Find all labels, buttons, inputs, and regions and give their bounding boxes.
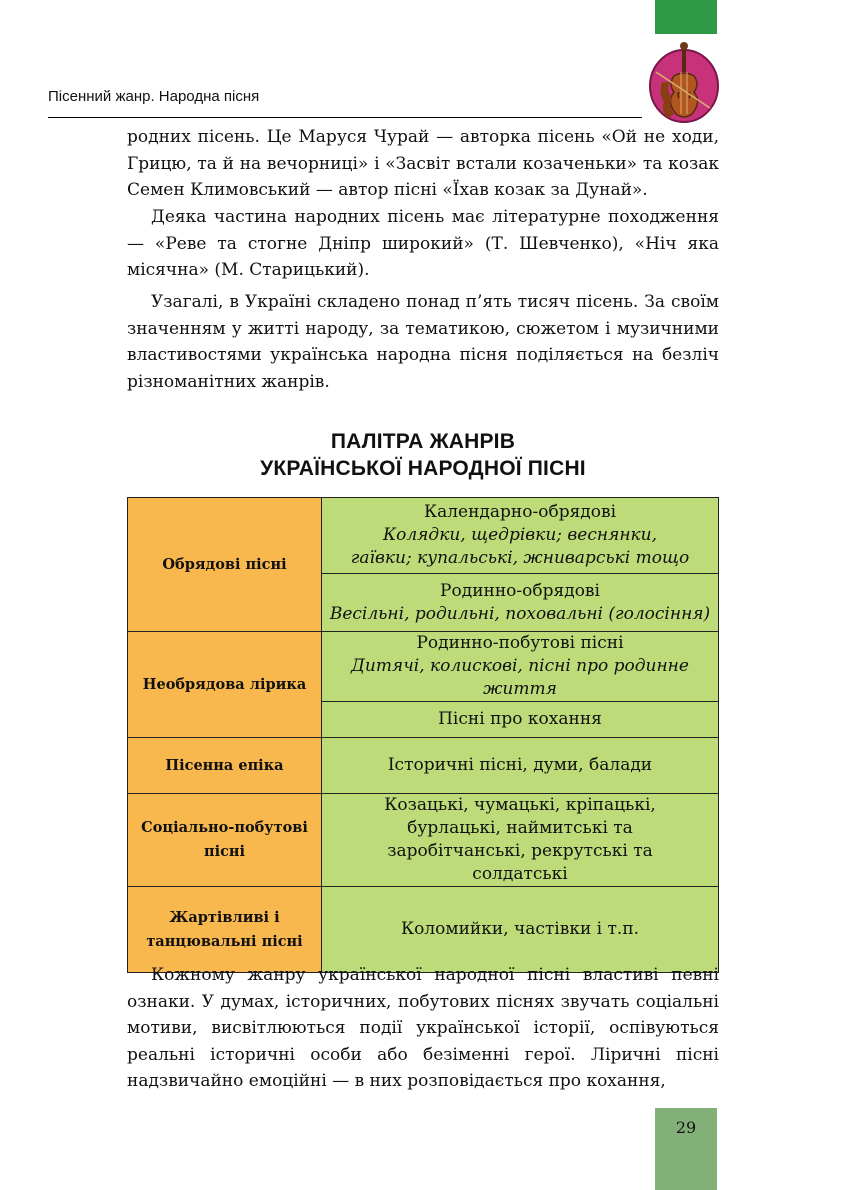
genre-title: Родинно-обрядові xyxy=(440,580,600,601)
genre-family-household xyxy=(322,632,719,702)
genre-historical xyxy=(322,738,719,794)
table-title-line2: УКРАЇНСЬКОЇ НАРОДНОЇ ПІСНІ xyxy=(260,457,586,480)
table-row xyxy=(128,794,719,887)
genre-title: Коломийки, частівки і т.п. xyxy=(400,919,640,939)
category-humorous-dance: Жартівливі і танцювальні пісні xyxy=(128,887,322,973)
running-header: Пісенний жанр. Народна пісня xyxy=(48,88,260,105)
genre-title: Родинно-побутові пісні xyxy=(416,633,624,653)
genre-calendar-ritual xyxy=(322,498,719,574)
genre-title: Історичні пісні, думи, балади xyxy=(387,755,653,775)
genre-title: Козацькі, чумацькі, кріпацькі, бурлацькі, наймитські та заробітчанські, рекрутські та солдатські xyxy=(384,795,656,884)
category-non-ritual-lyric: Необрядова лірика xyxy=(128,632,322,738)
table-row xyxy=(128,887,719,973)
table-row xyxy=(128,738,719,794)
genre-family-ritual xyxy=(322,574,719,632)
genre-title: Пісні про кохання xyxy=(438,709,602,729)
genre-examples: Колядки, щедрівки; веснянки, гаївки; купальські, жниварські тощо xyxy=(350,525,690,568)
category-ritual: Обрядові пісні xyxy=(128,498,322,632)
table-title-line1: ПАЛІТРА ЖАНРІВ xyxy=(330,430,516,453)
genre-kolomyiky xyxy=(322,887,719,973)
genre-love-songs xyxy=(322,702,719,738)
paragraph-literary-origin: Деяка частина народних пісень має літературне походження — «Реве та стогне Дніпр широкий» (Т. Шевченко), «Ніч яка місячна» (М. Старицький). xyxy=(127,207,719,280)
genre-examples: Весільні, родильні, поховальні (голосіння) xyxy=(329,603,711,624)
genre-examples: Дитячі, колискові, пісні про родинне життя xyxy=(351,656,689,699)
category-epic: Пісенна епіка xyxy=(128,738,322,794)
paragraph-genres-intro: Узагалі, в Україні складено понад п’ять тисяч пісень. За своїм значенням у житті народу, за тематикою, сюжетом і музичними властивостями українська народна пісня поділяється на безліч різноманітних жанрів. xyxy=(127,292,719,392)
genre-title: Календарно-обрядові xyxy=(423,502,617,522)
table-title xyxy=(127,428,719,482)
genre-cossack-chumak xyxy=(322,794,719,887)
header-rule xyxy=(48,117,642,118)
genre-palette-table xyxy=(127,497,719,973)
paragraph-continuation: родних пісень. Це Маруся Чурай — авторка пісень «Ой не ходи, Грицю, та й на вечорниці» і «Засвіт встали козаченьки» та козак Семен Климовський — автор пісні «Їхав козак за Дунай». xyxy=(127,127,719,200)
top-green-tab xyxy=(655,0,717,34)
category-social: Соціально-побутові пісні xyxy=(128,794,322,887)
violin-emblem-icon xyxy=(648,42,720,124)
table-row xyxy=(128,498,719,574)
page-number: 29 xyxy=(675,1118,697,1137)
paragraph-genre-features: Кожному жанру української народної пісні властиві певні ознаки. У думах, історичних, побутових піснях звучать соціальні мотиви, висвітлюються події української історії, оспівуються реальні історичні особи або безіменні герої. Ліричні пісні надзвичайно емоційні — в них розповідається про кохання, xyxy=(127,965,719,1091)
table-row xyxy=(128,632,719,702)
